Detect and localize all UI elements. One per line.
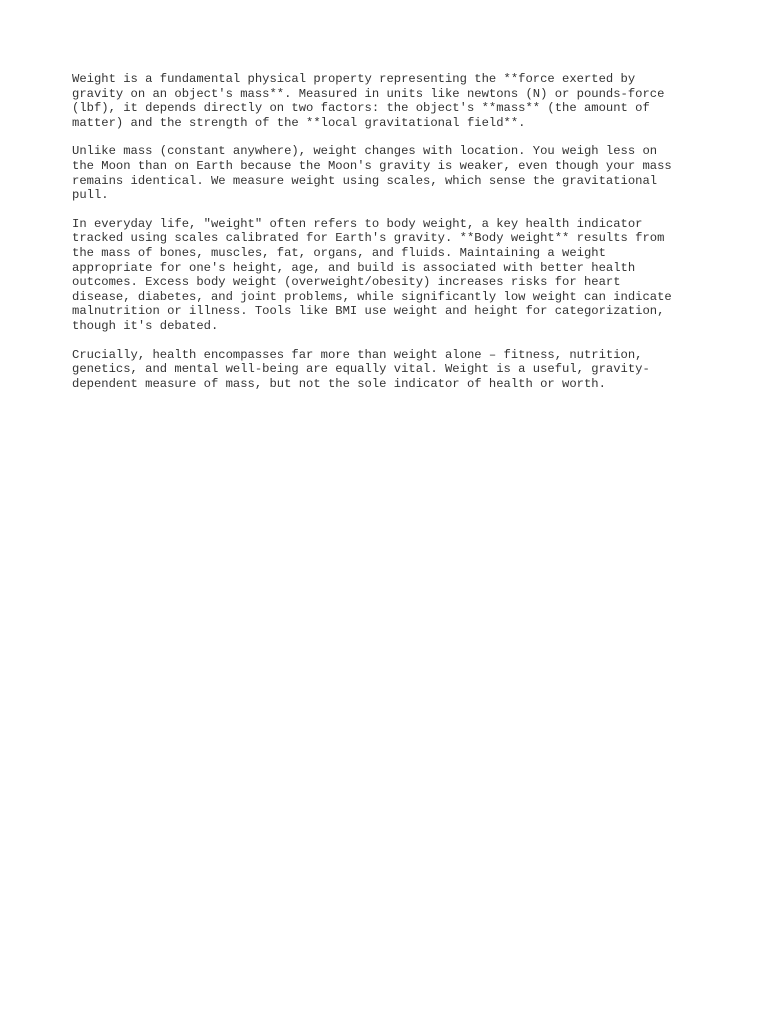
paragraph-health-conclusion: Crucially, health encompasses far more than weight alone – fitness, nutrition, genetics, and mental well-being are equally vital. Weight is a useful, gravity- dependent measure of mass, but not the sole indicator of health or worth.	[72, 347, 650, 391]
paragraph-weight-definition: Weight is a fundamental physical property representing the **force exerted by gravity on an object's mass**. Measured in units like newtons (N) or pounds-force (lbf), it depends directly on two factors: the object's **mass** (the amount of matter) and the strength of the **local gravitational field**.	[72, 72, 665, 130]
paragraph-mass-vs-weight: Unlike mass (constant anywhere), weight changes with location. You weigh less on the Moon than on Earth because the Moon's gravity is weaker, even though your mass remains identical. We measure weight using scales, which sense the gravitational pull.	[72, 144, 672, 203]
paragraph-body-weight: In everyday life, "weight" often refers to body weight, a key health indicator tracked using scales calibrated for Earth's gravity. **Body weight** results from the mass of bones, muscles, fat, organs, and fluids. Maintaining a weight appropriate for one's height, age, and build is associated with better health outcomes. Excess body weight (overweight/obesity) increases risks for heart disease, diabetes, and joint problems, while significantly low weight can indicate malnutrition or illness. Tools like BMI use weight and height for categorization, though it's debated.	[72, 216, 672, 333]
document-body	[72, 72, 702, 405]
